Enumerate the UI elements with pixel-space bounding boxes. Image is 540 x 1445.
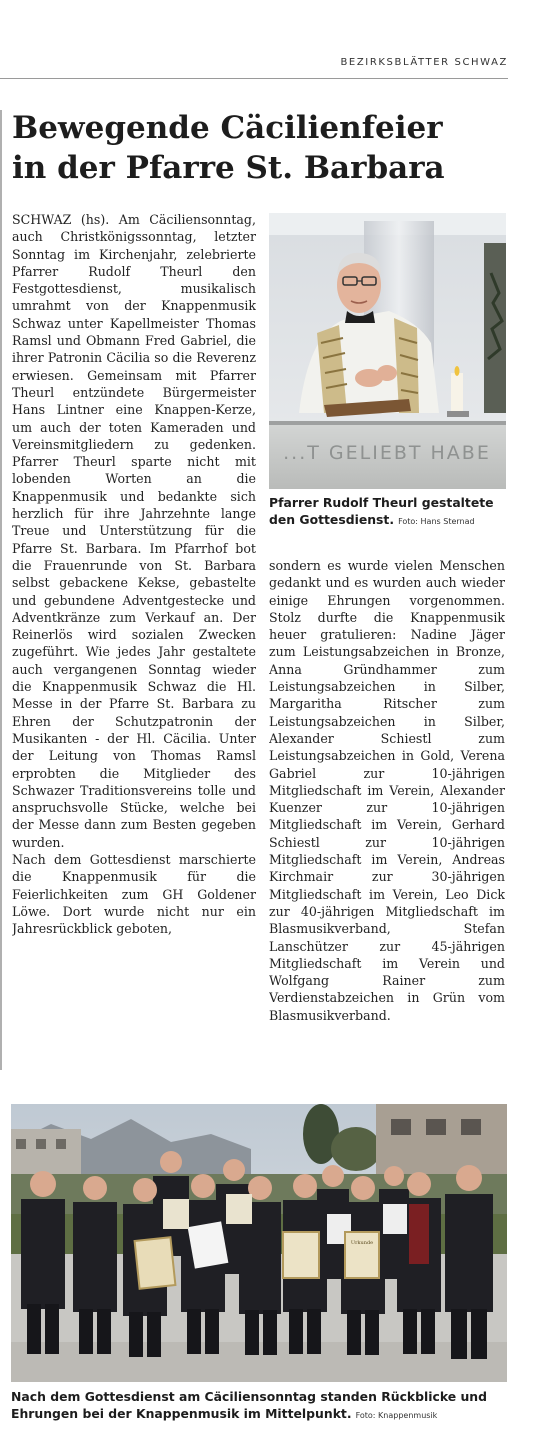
priest-photo-illustration [269,213,506,489]
article-paragraph-1: SCHWAZ (hs). Am Cäciliensonntag, auch Christkönigssonntag, letzter Sonntag im Kirchenjahr, zelebrierte Pfarrer Rudolf Theurl den Festgottesdienst, musikalisch umrahmt von der Knappenmusik Schwaz unter Kapellmeister Thomas Ramsl und Obmann Fred Gabriel, die ihrer Patronin Cäcilia so die Reverenz erwiesen. Gemeinsam mit Pfarrer Theurl entzündete Bürgermeister Hans Lintner eine Knappen-Kerze, um auch der toten Kameraden und Vereinsmitgliedern zu gedenken. Pfarrer Theurl sparte nicht mit lobenden Worten an die Knappenmusik und bedankte sich herzlich für ihre Jahrzehnte lange Treue und Unterstützung für die Pfarre St. Barbara. Im Pfarrhof bot die Frauenrunde von St. Barbara selbst gebackene Kekse, gebastelte und gebundene Adventgestecke und Adventkränze zum Verkauf an. Der Reinerlös wird sozialen Zwecken zugeführt. Wie jedes Jahr gestaltete auch vergangenen Sonntag wieder die Knappenmusik Schwaz die Hl. Messe in der Pfarre St. Barbara zu Ehren der Schutzpatronin der Musikanten - der Hl. Cäcilia. Unter der Leitung von Thomas Ramsl erprobten die Mitglieder des Schwazer Traditionsvereins tolle und anspruchsvolle Stücke, welche bei der Messe dann zum Besten gegeben wurden. [12,212,256,850]
article-paragraph-3: sondern es wurde vielen Menschen gedankt und es wurden auch wieder einige Ehrungen vorgenommen. Stolz durfte die Knappenmusik heuer gratulieren: Nadine Jäger zum Leistungsabzeichen in Bronze, Anna Gründhammer zum Leistungsabzeichen in Silber, Margaritha Ritscher zum Leistungsabzeichen in Silber, Alexander Schiestl zum Leistungsabzeichen in Gold, Verena Gabriel zur 10-jährigen Mitgliedschaft im Verein, Alexander Kuenzer zur 10-jährigen Mitgliedschaft im Verein, Gerhard Schiestl zur 10-jährigen Mitgliedschaft im Verein, Andreas Kirchmair zur 30-jährigen Mitgliedschaft im Verein, Leo Dick zur 40-jährigen Mitgliedschaft im Blasmusikverband, Stefan Lanschützer zur 45-jährigen Mitgliedschaft im Verein und Wolfgang Rainer zum Verdienstabzeichen in Grün vom Blasmusikverband. [269,558,505,1023]
priest-caption-text: Pfarrer Rudolf Theurl gestaltete den Gottesdienst. [269,495,494,527]
article-paragraph-2: Nach dem Gottesdienst marschierte die Knappenmusik für die Feierlichkeiten zum GH Goldener Löwe. Dort wurde nicht nur ein Jahresrückblick geboten, [12,851,256,937]
publication-name: BEZIRKSBLÄTTER SCHWAZ [340,57,508,68]
page-header [0,0,540,82]
certificate-label: Urkunde [350,1240,374,1246]
headline-line-2: in der Pfarre St. Barbara [12,150,445,186]
group-photo-illustration [11,1104,507,1382]
headline-line-1: Bewegende Cäcilienfeier [12,110,443,146]
group-photo [11,1104,507,1382]
article-column-right [269,557,505,1067]
article-column-left [12,211,256,1083]
altar-inscription: ...T GELIEBT HABE [283,442,491,464]
priest-photo-credit: Foto: Hans Sternad [398,517,475,526]
priest-photo-caption [269,494,509,530]
article-side-rule [0,110,2,1070]
group-photo-caption [11,1388,511,1424]
header-divider [0,78,508,79]
group-photo-credit: Foto: Knappenmusik [355,1411,438,1420]
article-headline [12,108,512,188]
group-caption-text: am Cäciliensonntag standen Rückblicke und Ehrungen bei der Knappenmusik im Mittelpunkt. [11,1389,487,1421]
group-caption-lead: Nach dem Gottesdienst [11,1389,175,1404]
priest-photo [269,213,506,489]
